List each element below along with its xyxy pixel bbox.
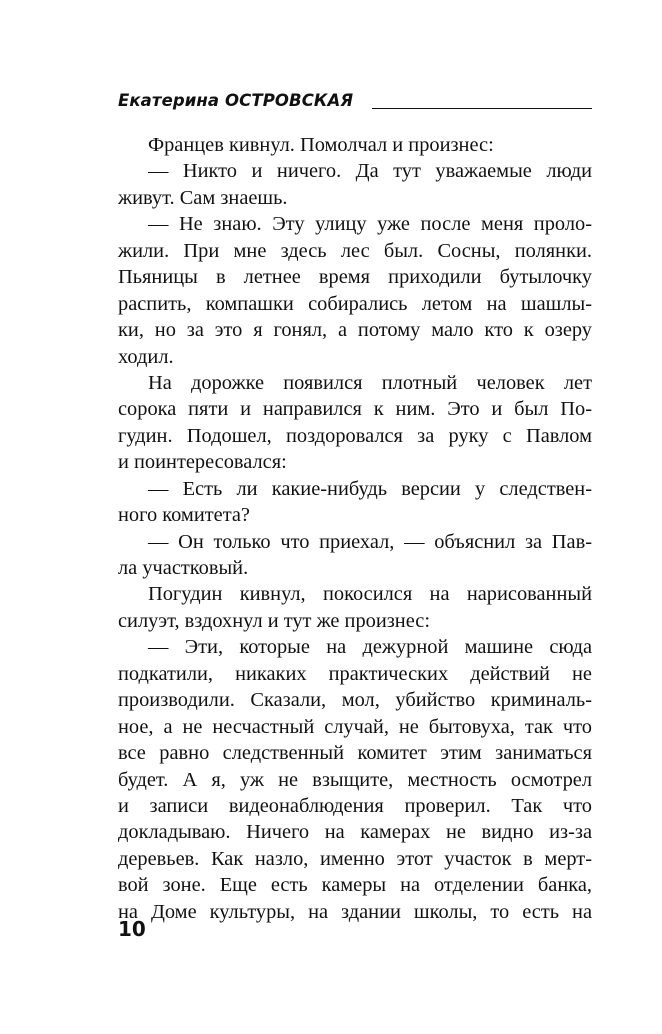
text-line: и записи видеонаблюдения проверил. Так что: [118, 794, 592, 817]
text-line: ла участковый.: [118, 557, 249, 579]
text-line: ки, но за это я гонял, а потому мало кто к озеру: [118, 319, 592, 342]
text-line: На дорожке появился плотный человек лет: [148, 371, 592, 394]
page-number: 10: [118, 917, 146, 941]
text-line: Пьяницы в летнее время приходили бутылочку: [118, 266, 592, 289]
text-line: деревьев. Как назло, именно этот участок в мерт-: [118, 847, 592, 870]
text-line: и поинтересовался:: [118, 451, 287, 474]
text-line: — Есть ли какие-нибудь версии у следствен-: [148, 477, 592, 500]
running-header: [118, 91, 592, 117]
text-line: распить, компашки собирались летом на шашлы-: [118, 292, 592, 315]
text-line: силуэт, вздохнул и тут же произнес:: [118, 609, 430, 632]
text-line: жили. При мне здесь лес был. Сосны, полянки.: [118, 239, 592, 262]
body-text: [118, 132, 592, 925]
text-line: — Он только что приехал, — объяснил за Пав-: [148, 530, 592, 553]
text-line: ходил.: [118, 345, 174, 368]
text-line: будет. А я, уж не взыщите, местность осмотрел: [118, 768, 592, 791]
text-line: все равно следственный комитет этим заниматься: [118, 742, 592, 765]
text-line: докладываю. Ничего на камерах не видно из-за: [118, 821, 592, 844]
text-line: живут. Сам знаешь.: [118, 186, 288, 209]
text-line: Погудин кивнул, покосился на нарисованный: [148, 583, 592, 606]
text-line: подкатили, никаких практических действий не: [118, 662, 592, 685]
text-line: на Доме культуры, на здании школы, то есть на: [118, 900, 592, 923]
text-line: — Не знаю. Эту улицу уже после меня проло-: [148, 213, 592, 236]
author-name: Екатерина ОСТРОВСКАЯ: [118, 91, 354, 110]
text-line: гудин. Подошел, поздоровался за руку с Павлом: [118, 424, 592, 447]
text-line: ное, а не несчастный случай, не бытовуха, так что: [118, 715, 592, 738]
text-line: ного комитета?: [118, 504, 250, 527]
text-line: — Эти, которые на дежурной машине сюда: [148, 636, 592, 659]
text-line: — Никто и ничего. Да тут уважаемые люди: [148, 160, 592, 183]
header-rule: [372, 108, 592, 109]
text-line: производили. Сказали, мол, убийство криминаль-: [118, 689, 592, 712]
text-line: сорока пяти и направился к ним. Это и был По-: [118, 398, 592, 421]
text-line: вой зоне. Еще есть камеры на отделении банка,: [118, 874, 592, 897]
text-line: Францев кивнул. Помолчал и произнес:: [148, 134, 494, 156]
